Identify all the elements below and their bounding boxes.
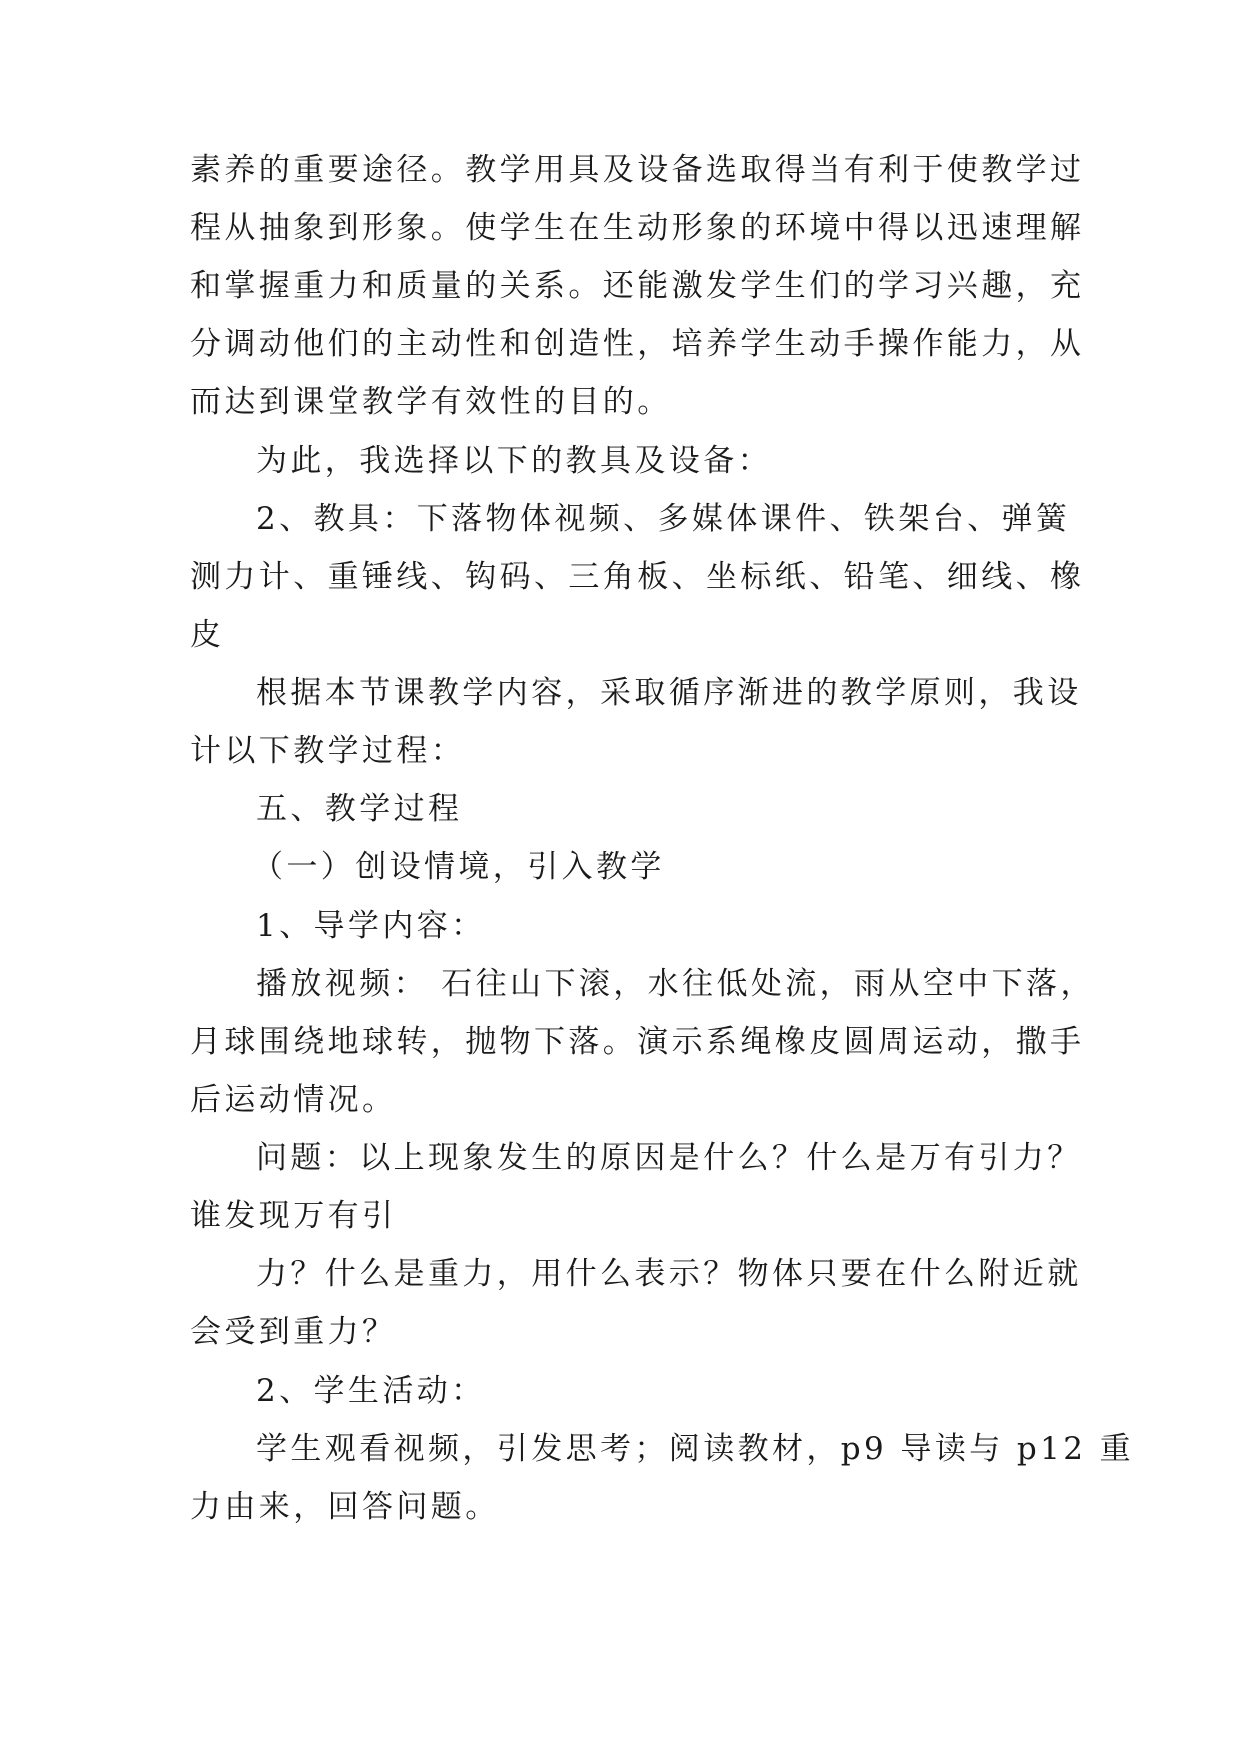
text-line: 后运动情况。: [190, 1082, 397, 1118]
section-heading: 五、教学过程: [256, 791, 463, 827]
text-line: 播放视频： 石往山下滚，水往低处流，雨从空中下落，: [256, 966, 1095, 1002]
text-line: 计以下教学过程：: [190, 733, 466, 769]
text-line: 而达到课堂教学有效性的目的。: [190, 384, 672, 420]
text-line: 学生观看视频，引发思考；阅读教材，p9 导读与 p12 重: [256, 1431, 1135, 1467]
text-line: 月球围绕地球转，抛物下落。演示系绳橡皮圆周运动，撒手: [190, 1024, 1085, 1060]
text-line: 根据本节课教学内容，采取循序渐进的教学原则，我设: [256, 675, 1082, 711]
text-line: 问题：以上现象发生的原因是什么？什么是万有引力？: [256, 1140, 1082, 1176]
text-line: 测力计、重锤线、钩码、三角板、坐标纸、铅笔、细线、橡: [190, 559, 1085, 595]
text-line: 力由来，回答问题。: [190, 1489, 500, 1525]
text-line: 会受到重力？: [190, 1314, 397, 1350]
text-line: 2、学生活动：: [256, 1373, 486, 1409]
text-line: 1、导学内容：: [256, 908, 486, 944]
subsection-heading: （一）创设情境，引入教学: [252, 849, 665, 885]
text-line: 为此，我选择以下的教具及设备：: [256, 443, 772, 479]
text-line: 谁发现万有引: [190, 1198, 397, 1234]
text-line: 程从抽象到形象。使学生在生动形象的环境中得以迅速理解: [190, 210, 1085, 246]
text-line: 皮: [190, 617, 225, 653]
text-line: 2、教具：下落物体视频、多媒体课件、铁架台、弹簧: [256, 501, 1071, 537]
text-line: 和掌握重力和质量的关系。还能激发学生们的学习兴趣，充: [190, 268, 1085, 304]
text-line: 分调动他们的主动性和创造性，培养学生动手操作能力，从: [190, 326, 1085, 362]
text-line: 力？什么是重力，用什么表示？物体只要在什么附近就: [256, 1256, 1082, 1292]
text-line: 素养的重要途径。教学用具及设备选取得当有利于使教学过: [190, 152, 1085, 188]
